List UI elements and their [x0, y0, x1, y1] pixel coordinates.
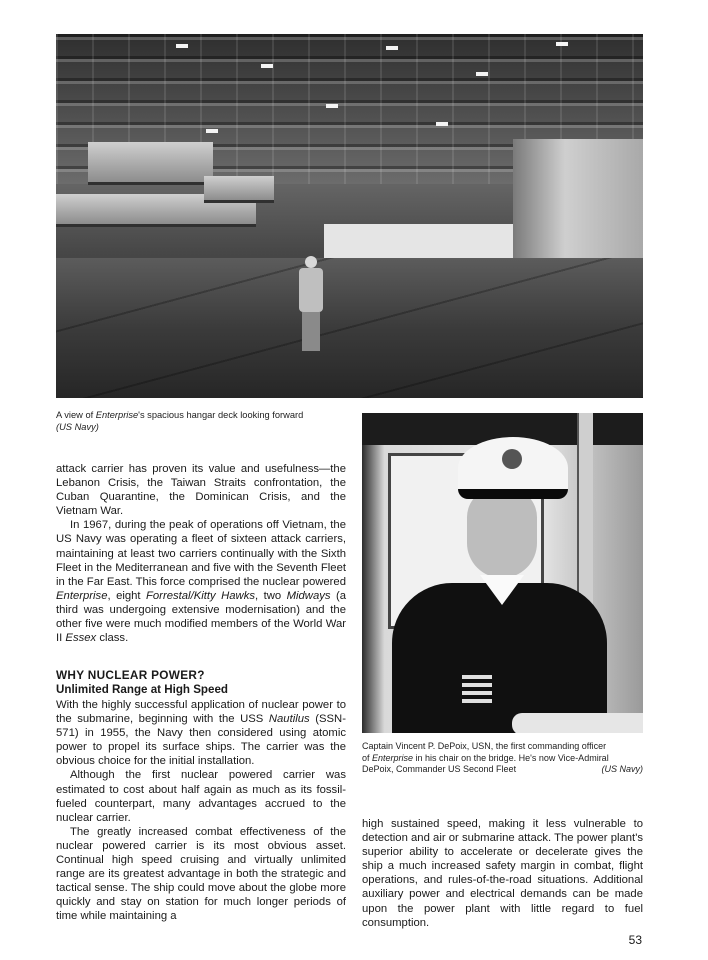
ceiling-light [261, 64, 273, 68]
section-heading: WHY NUCLEAR POWER? [56, 668, 205, 682]
captain-face [467, 488, 537, 578]
captain-photo [362, 413, 643, 733]
paragraph: In 1967, during the peak of operations off Vietnam, the US Navy was operating a fleet of sixteen attack carriers, maintaining at least two carriers continually with the Sixth Fleet in the Mediterranean and five with the Seventh Fleet in the Far East. This force comprised the nuclear powered Enterprise, eight Forrestal/Kitty Hawks, two Midways (a third was undergoing extensive modernisation) and the other five were much modified members of the World War II Essex class. [56, 519, 347, 645]
boat [204, 176, 274, 203]
ceiling-light [326, 104, 338, 108]
left-column-intro [56, 462, 346, 645]
left-column-body [56, 698, 346, 924]
hangar-floor [56, 258, 643, 398]
boat [88, 142, 213, 185]
captain-uniform [392, 583, 607, 733]
right-column-body [362, 817, 643, 930]
captain-photo-caption: Captain Vincent P. DePoix, USN, the first commanding officer of Enterprise in his chair on the bridge. He's now Vice-Admiral DePoix, Commander US Second Fleet (US Navy) [362, 741, 643, 774]
ceiling-light [476, 72, 488, 76]
paragraph: The greatly increased combat effectiveness of the nuclear powered carrier is its most obvious asset. Continual high speed cruising and virtually unlimited range are its greatest advantage in both the strategic and tactical sense. The ship could move about the globe more quickly and stay on station for much longer periods of time while maintaining a [56, 825, 346, 923]
cap-badge-icon [502, 449, 522, 469]
sailor-figure [296, 256, 326, 351]
paragraph: Although the first nuclear powered carrier was estimated to cost about half again as much as its fossil-fueled counterpart, many advantages accrued to the nuclear carrier. [56, 769, 346, 824]
paragraph: high sustained speed, making it less vulnerable to detection and air or submarine attack. The power plant's superior ability to accelerate or decelerate gives the ship a much increased safety margin in combat, flight operations, and rules-of-the-road situations. Additional auxiliary power and electrical demands can be made upon the power plant with little regard to fuel consumption. [362, 818, 643, 929]
ceiling-light [206, 129, 218, 133]
page-number: 53 [628, 933, 642, 947]
section-subheading: Unlimited Range at High Speed [56, 683, 228, 696]
ceiling-light [386, 46, 398, 50]
ceiling-light [556, 42, 568, 46]
hangar-deck-photo [56, 34, 643, 398]
paragraph: attack carrier has proven its value and usefulness—the Lebanon Crisis, the Taiwan Straits confrontation, the Cuban Quarantine, the Dominican Crisis, and the Vietnam War. [56, 463, 346, 518]
paragraph: With the highly successful application of nuclear power to the submarine, beginning with the USS Nautilus (SSN-571) in 1955, the Navy then considered using atomic power to propel its surface ships. The carrier was the obvious choice for the initial installation. [56, 699, 346, 768]
hangar-photo-caption: A view of Enterprise's spacious hangar deck looking forward (US Navy) [56, 410, 304, 432]
ceiling-light [176, 44, 188, 48]
ceiling-light [436, 122, 448, 126]
